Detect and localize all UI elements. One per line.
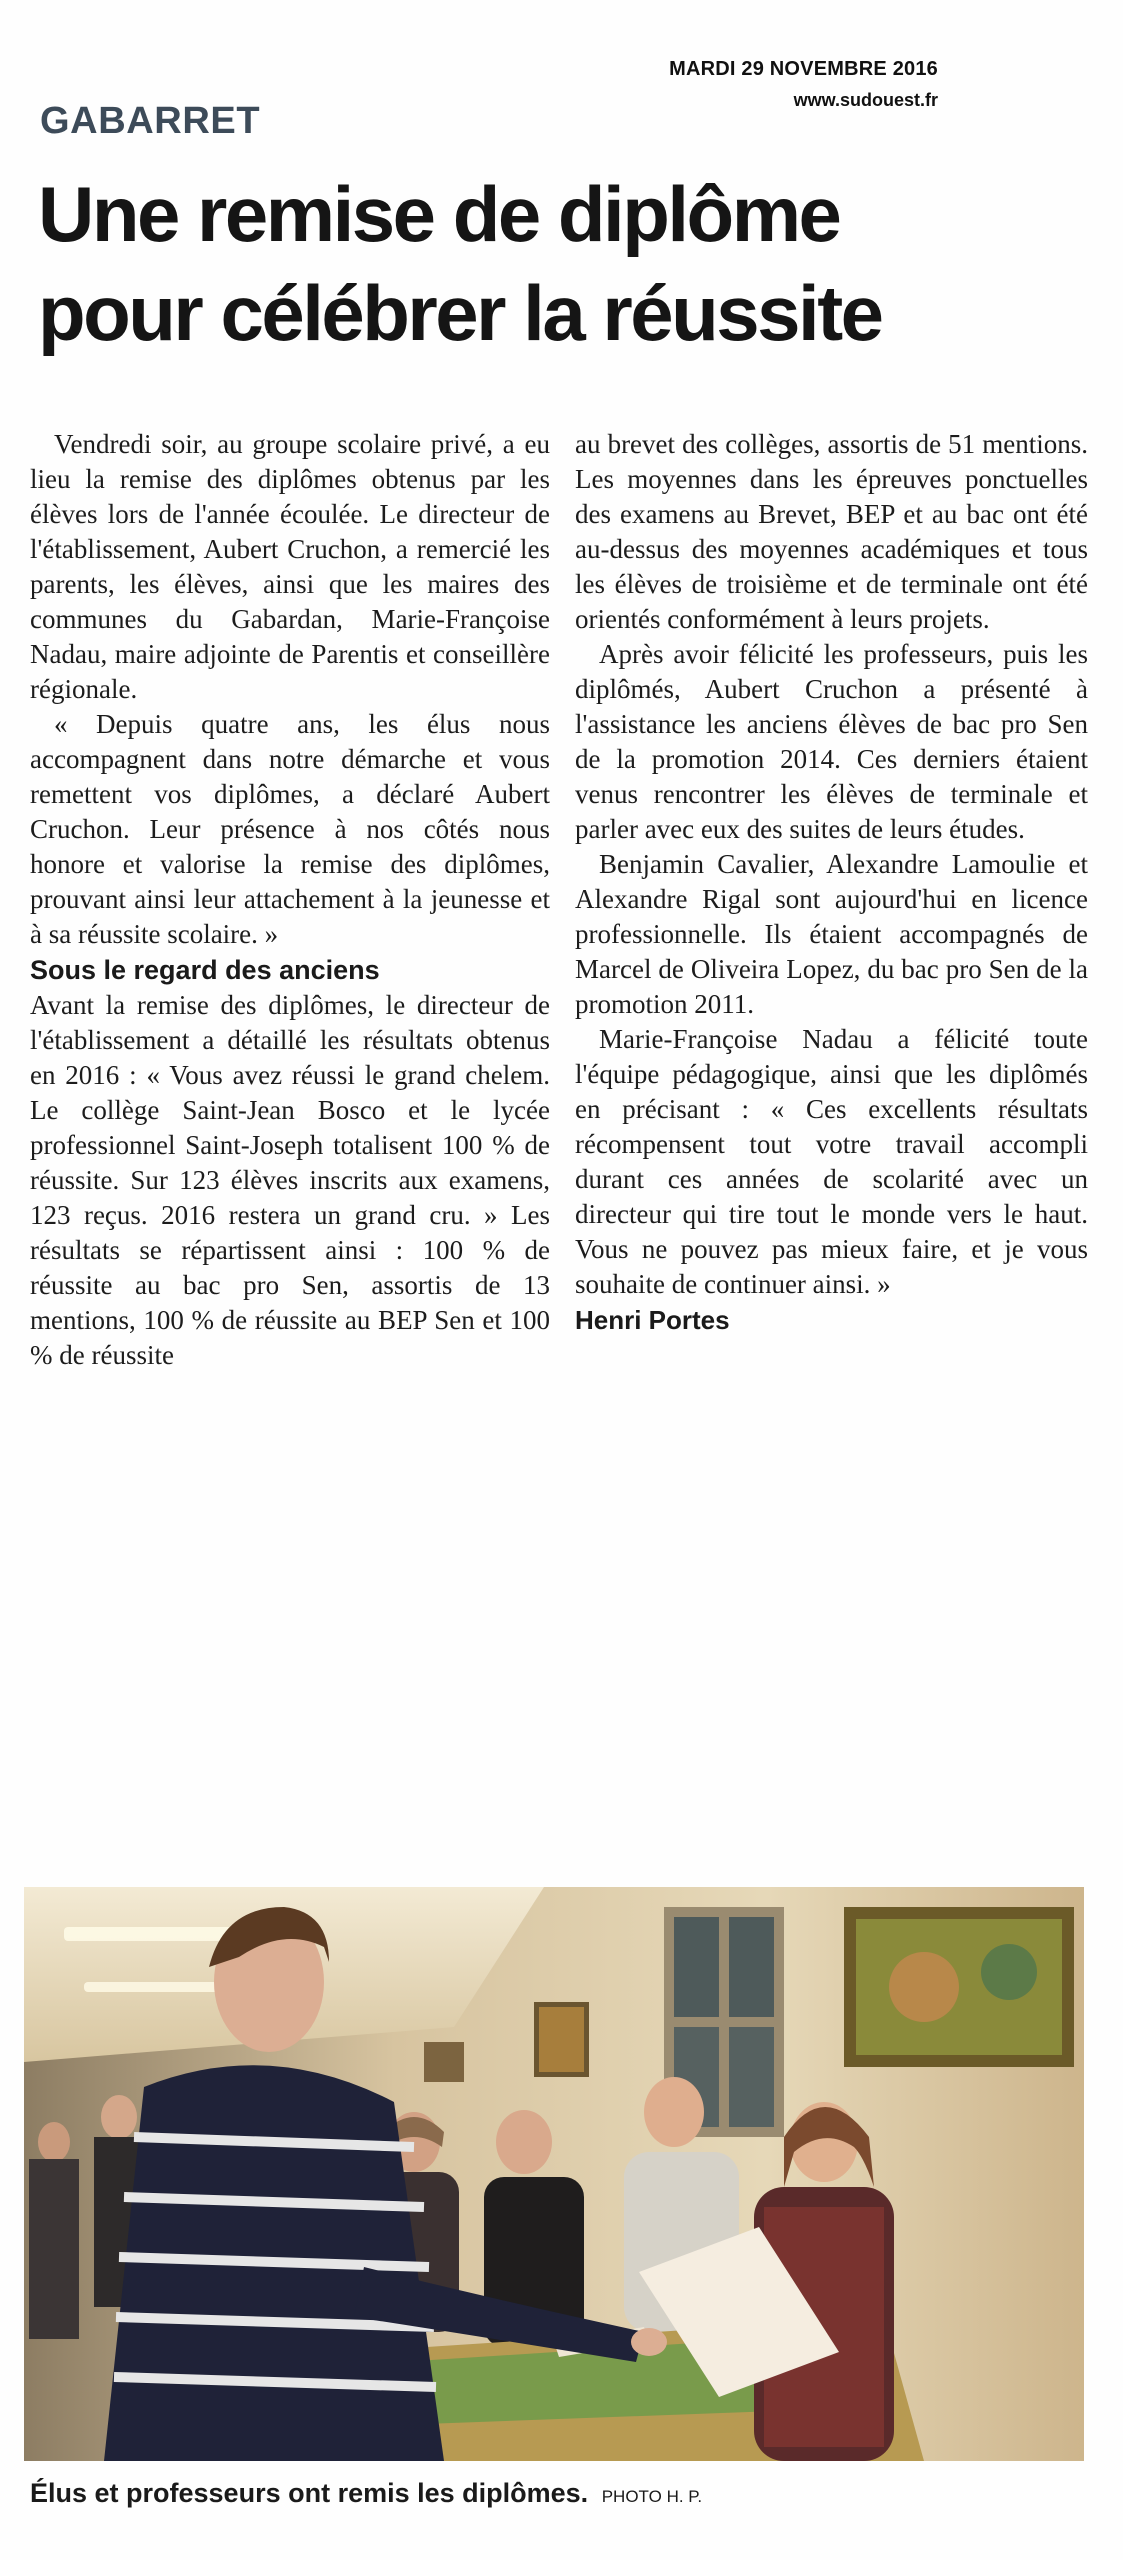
article-photo (24, 1887, 1084, 2461)
ceremony-photo-illustration (24, 1887, 1084, 2461)
photo-credit: PHOTO H. P. (601, 2487, 703, 2506)
paragraph: Benjamin Cavalier, Alexandre Lamoulie et Alexandre Rigal sont aujourd'hui en licence professionnelle. Ils étaient accompagnés de Marcel de Oliveira Lopez, du bac pro Sen de la promotion 2011. (575, 849, 1088, 1019)
section-title: GABARRET (40, 100, 261, 142)
headline-line-1: Une remise de diplôme (38, 170, 840, 258)
headline-line-2: pour célébrer la réussite (38, 269, 882, 357)
photo-caption (30, 2478, 1090, 2509)
article-headline (38, 165, 1098, 363)
paragraph: Vendredi soir, au groupe scolaire privé, a eu lieu la remise des diplômes obtenus par les élèves lors de l'année écoulée. Le directeur de l'établissement, Aubert Cruchon, a remercié les parents, les élèves, ainsi que les maires des communes du Gabardan, Marie-Françoise Nadau, maire adjointe de Parentis et conseillère régionale. (30, 429, 550, 704)
paragraph: Marie-Françoise Nadau a félicité toute l'équipe pédagogique, ainsi que les diplômés en précisant : « Ces excellents résultats récompensent tout votre travail accompli durant ces années de scolarité avec un directeur qui tire tout le monde vers le haut. Vous ne pouvez pas mieux faire, et je vous souhaite de continuer ainsi. » (575, 1024, 1088, 1299)
paragraph-quote: « Depuis quatre ans, les élus nous accompagnent dans notre démarche et vous remettent vos diplômes, a déclaré Aubert Cruchon. Leur présence à nos côtés nous honore et valorise la remise des diplômes, prouvant ainsi leur attachement à la jeunesse et à sa réussite scolaire. » (30, 709, 550, 949)
publication-date: MARDI 29 NOVEMBRE 2016 (669, 58, 938, 80)
paragraph: au brevet des collèges, assortis de 51 mentions. Les moyennes dans les épreuves ponctuelles des examens au Brevet, BEP et au bac ont été au-dessus des moyennes académiques et tous les élèves de troisième et de terminale ont été orientés conformément à leurs projets. (575, 429, 1088, 634)
article-column-right (575, 427, 1088, 1338)
article-column-left (30, 427, 550, 1373)
caption-text: Élus et professeurs ont remis les diplômes. (30, 2478, 589, 2508)
publication-website: www.sudouest.fr (793, 90, 938, 110)
subheading: Sous le regard des anciens (30, 955, 380, 985)
author-byline: Henri Portes (575, 1305, 730, 1335)
paragraph: Après avoir félicité les professeurs, puis les diplômés, Aubert Cruchon a présenté à l'assistance les anciens élèves de bac pro Sen de la promotion 2014. Ces derniers étaient venus rencontrer les élèves de terminale et parler avec eux des suites de leurs études. (575, 639, 1088, 844)
paragraph: Avant la remise des diplômes, le directeur de l'établissement a détaillé les résultats obtenus en 2016 : « Vous avez réussi le grand chelem. Le collège Saint-Jean Bosco et le lycée professionnel Saint-Joseph totalisent 100 % de réussite. Sur 123 élèves inscrits aux examens, 123 reçus. 2016 restera un grand cru. » Les résultats se répartissent ainsi : 100 % de réussite au bac pro Sen, assortis de 13 mentions, 100 % de réussite au BEP Sen et 100 % de réussite (30, 990, 550, 1370)
